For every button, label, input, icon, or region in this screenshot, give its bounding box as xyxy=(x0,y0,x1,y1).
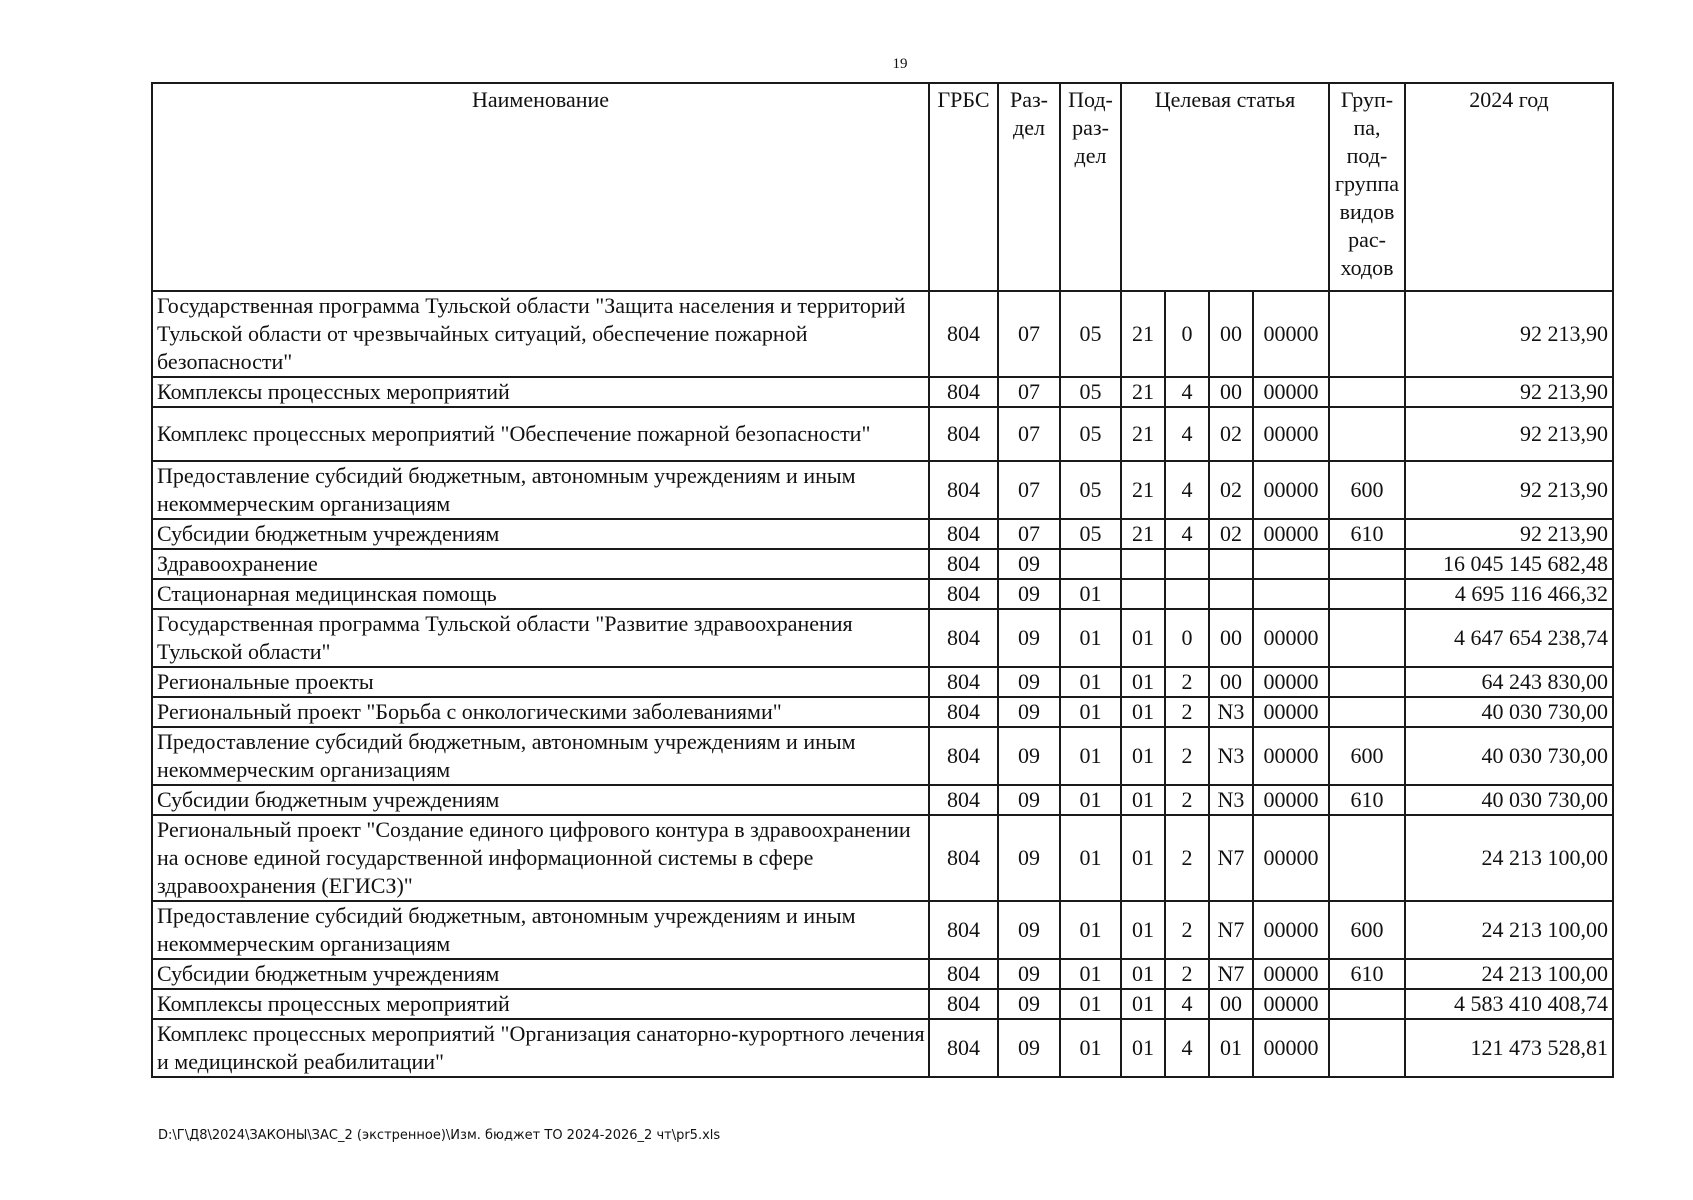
row-target-direction xyxy=(1253,579,1329,609)
row-expense-group: 600 xyxy=(1329,727,1405,785)
table-row xyxy=(152,989,1613,1019)
row-target-subprogram: 0 xyxy=(1165,291,1209,377)
row-target-program: 21 xyxy=(1121,461,1165,519)
row-amount: 24 213 100,00 xyxy=(1405,815,1613,901)
row-grbs: 804 xyxy=(929,461,998,519)
row-razdel: 09 xyxy=(998,1019,1060,1077)
row-podrazdel: 01 xyxy=(1060,1019,1121,1077)
row-razdel: 07 xyxy=(998,461,1060,519)
table-row xyxy=(152,901,1613,959)
row-razdel: 09 xyxy=(998,667,1060,697)
row-amount: 40 030 730,00 xyxy=(1405,697,1613,727)
row-expense-group: 610 xyxy=(1329,785,1405,815)
row-expense-group: 610 xyxy=(1329,959,1405,989)
row-podrazdel: 01 xyxy=(1060,697,1121,727)
header-year: 2024 год xyxy=(1405,83,1613,291)
table-row xyxy=(152,697,1613,727)
row-target-event: N3 xyxy=(1209,697,1253,727)
row-target-subprogram: 2 xyxy=(1165,697,1209,727)
table-row xyxy=(152,609,1613,667)
row-amount: 24 213 100,00 xyxy=(1405,901,1613,959)
row-razdel: 07 xyxy=(998,407,1060,461)
row-amount: 121 473 528,81 xyxy=(1405,1019,1613,1077)
row-grbs: 804 xyxy=(929,549,998,579)
row-target-program: 21 xyxy=(1121,407,1165,461)
row-target-direction: 00000 xyxy=(1253,667,1329,697)
header-name: Наименование xyxy=(152,83,929,291)
table-row xyxy=(152,407,1613,461)
table-row xyxy=(152,519,1613,549)
row-podrazdel xyxy=(1060,549,1121,579)
row-target-event xyxy=(1209,549,1253,579)
row-grbs: 804 xyxy=(929,519,998,549)
row-name: Предоставление субсидий бюджетным, автономным учреждениям и иным некоммерческим организациям xyxy=(152,461,929,519)
row-expense-group xyxy=(1329,609,1405,667)
footer-file-path: D:\Г\Д8\2024\ЗАКОНЫ\ЗАС_2 (экстренное)\Изм. бюджет ТО 2024-2026_2 чт\pr5.xls xyxy=(158,1128,721,1143)
row-target-subprogram: 4 xyxy=(1165,519,1209,549)
row-target-direction: 00000 xyxy=(1253,461,1329,519)
row-target-program xyxy=(1121,549,1165,579)
row-target-event: 00 xyxy=(1209,667,1253,697)
row-name: Стационарная медицинская помощь xyxy=(152,579,929,609)
row-target-event: 00 xyxy=(1209,291,1253,377)
row-target-event: 02 xyxy=(1209,519,1253,549)
row-grbs: 804 xyxy=(929,959,998,989)
header-group: Груп-па, под-группа видов рас-ходов xyxy=(1329,83,1405,291)
row-target-direction: 00000 xyxy=(1253,815,1329,901)
row-podrazdel: 01 xyxy=(1060,785,1121,815)
row-target-direction: 00000 xyxy=(1253,989,1329,1019)
table-row xyxy=(152,377,1613,407)
row-grbs: 804 xyxy=(929,407,998,461)
table-row xyxy=(152,959,1613,989)
row-podrazdel: 01 xyxy=(1060,579,1121,609)
row-target-program: 01 xyxy=(1121,697,1165,727)
row-grbs: 804 xyxy=(929,579,998,609)
row-target-subprogram: 0 xyxy=(1165,609,1209,667)
row-expense-group xyxy=(1329,291,1405,377)
row-name: Комплекс процессных мероприятий "Организация санаторно-курортного лечения и медицинской реабилитации" xyxy=(152,1019,929,1077)
table-row xyxy=(152,291,1613,377)
row-expense-group: 600 xyxy=(1329,461,1405,519)
row-name: Комплекс процессных мероприятий "Обеспечение пожарной безопасности" xyxy=(152,407,929,461)
row-target-program: 21 xyxy=(1121,291,1165,377)
table-row xyxy=(152,549,1613,579)
row-razdel: 09 xyxy=(998,697,1060,727)
row-grbs: 804 xyxy=(929,785,998,815)
row-target-subprogram: 4 xyxy=(1165,1019,1209,1077)
row-target-subprogram: 2 xyxy=(1165,901,1209,959)
table-row xyxy=(152,727,1613,785)
row-expense-group xyxy=(1329,815,1405,901)
budget-table xyxy=(151,82,1614,1078)
row-target-direction: 00000 xyxy=(1253,1019,1329,1077)
page-number: 19 xyxy=(892,56,908,72)
row-amount: 92 213,90 xyxy=(1405,377,1613,407)
table-header-row xyxy=(152,83,1613,291)
row-razdel: 09 xyxy=(998,549,1060,579)
row-name: Комплексы процессных мероприятий xyxy=(152,377,929,407)
row-target-direction: 00000 xyxy=(1253,609,1329,667)
row-razdel: 07 xyxy=(998,291,1060,377)
row-amount: 40 030 730,00 xyxy=(1405,727,1613,785)
row-podrazdel: 01 xyxy=(1060,609,1121,667)
header-podrazdel: Под-раз-дел xyxy=(1060,83,1121,291)
row-target-subprogram: 2 xyxy=(1165,727,1209,785)
row-amount: 4 695 116 466,32 xyxy=(1405,579,1613,609)
row-name: Субсидии бюджетным учреждениям xyxy=(152,959,929,989)
row-expense-group xyxy=(1329,549,1405,579)
row-target-subprogram: 4 xyxy=(1165,407,1209,461)
row-target-event: N7 xyxy=(1209,901,1253,959)
table-row xyxy=(152,785,1613,815)
row-podrazdel: 01 xyxy=(1060,901,1121,959)
row-target-subprogram: 2 xyxy=(1165,815,1209,901)
row-name: Региональные проекты xyxy=(152,667,929,697)
row-podrazdel: 01 xyxy=(1060,727,1121,785)
row-razdel: 09 xyxy=(998,579,1060,609)
row-grbs: 804 xyxy=(929,667,998,697)
row-target-direction: 00000 xyxy=(1253,407,1329,461)
row-grbs: 804 xyxy=(929,989,998,1019)
table-row xyxy=(152,815,1613,901)
row-target-program: 01 xyxy=(1121,727,1165,785)
row-target-program: 01 xyxy=(1121,667,1165,697)
row-name: Государственная программа Тульской области "Защита населения и территорий Тульской области от чрезвычайных ситуаций, обеспечение пожарной безопасности" xyxy=(152,291,929,377)
row-expense-group xyxy=(1329,579,1405,609)
row-amount: 92 213,90 xyxy=(1405,461,1613,519)
row-grbs: 804 xyxy=(929,815,998,901)
row-razdel: 09 xyxy=(998,901,1060,959)
row-expense-group xyxy=(1329,697,1405,727)
row-target-event: 02 xyxy=(1209,461,1253,519)
row-amount: 24 213 100,00 xyxy=(1405,959,1613,989)
row-razdel: 07 xyxy=(998,377,1060,407)
row-target-event: N3 xyxy=(1209,785,1253,815)
row-amount: 4 583 410 408,74 xyxy=(1405,989,1613,1019)
row-target-direction: 00000 xyxy=(1253,727,1329,785)
row-name: Государственная программа Тульской области "Развитие здравоохранения Тульской области" xyxy=(152,609,929,667)
row-target-program: 01 xyxy=(1121,815,1165,901)
row-expense-group xyxy=(1329,377,1405,407)
row-expense-group xyxy=(1329,407,1405,461)
row-grbs: 804 xyxy=(929,727,998,785)
row-target-direction: 00000 xyxy=(1253,519,1329,549)
row-podrazdel: 05 xyxy=(1060,407,1121,461)
row-razdel: 09 xyxy=(998,609,1060,667)
row-target-direction: 00000 xyxy=(1253,291,1329,377)
row-target-event: 00 xyxy=(1209,989,1253,1019)
row-grbs: 804 xyxy=(929,291,998,377)
row-target-program: 01 xyxy=(1121,1019,1165,1077)
row-target-subprogram: 2 xyxy=(1165,959,1209,989)
row-target-subprogram: 2 xyxy=(1165,667,1209,697)
row-target-event xyxy=(1209,579,1253,609)
table-row xyxy=(152,1019,1613,1077)
row-podrazdel: 05 xyxy=(1060,291,1121,377)
row-podrazdel: 05 xyxy=(1060,461,1121,519)
row-name: Региональный проект "Создание единого цифрового контура в здравоохранении на основе единой государственной информационной системы в сфере здравоохранения (ЕГИСЗ)" xyxy=(152,815,929,901)
row-expense-group: 610 xyxy=(1329,519,1405,549)
row-target-direction: 00000 xyxy=(1253,959,1329,989)
row-amount: 64 243 830,00 xyxy=(1405,667,1613,697)
row-podrazdel: 01 xyxy=(1060,667,1121,697)
row-expense-group xyxy=(1329,989,1405,1019)
row-target-event: 02 xyxy=(1209,407,1253,461)
row-podrazdel: 01 xyxy=(1060,815,1121,901)
row-target-subprogram: 2 xyxy=(1165,785,1209,815)
header-razdel: Раз-дел xyxy=(998,83,1060,291)
table-row xyxy=(152,461,1613,519)
row-target-direction xyxy=(1253,549,1329,579)
row-razdel: 09 xyxy=(998,989,1060,1019)
row-amount: 92 213,90 xyxy=(1405,291,1613,377)
row-target-subprogram xyxy=(1165,549,1209,579)
row-target-direction: 00000 xyxy=(1253,785,1329,815)
row-target-program: 21 xyxy=(1121,377,1165,407)
row-razdel: 09 xyxy=(998,815,1060,901)
row-podrazdel: 05 xyxy=(1060,377,1121,407)
table-row xyxy=(152,667,1613,697)
row-target-program xyxy=(1121,579,1165,609)
row-name: Комплексы процессных мероприятий xyxy=(152,989,929,1019)
row-podrazdel: 01 xyxy=(1060,989,1121,1019)
row-target-direction: 00000 xyxy=(1253,697,1329,727)
row-target-direction: 00000 xyxy=(1253,901,1329,959)
row-target-subprogram xyxy=(1165,579,1209,609)
row-target-direction: 00000 xyxy=(1253,377,1329,407)
row-grbs: 804 xyxy=(929,377,998,407)
row-target-subprogram: 4 xyxy=(1165,377,1209,407)
row-expense-group xyxy=(1329,1019,1405,1077)
row-target-event: N7 xyxy=(1209,959,1253,989)
row-target-program: 21 xyxy=(1121,519,1165,549)
row-grbs: 804 xyxy=(929,697,998,727)
row-name: Субсидии бюджетным учреждениям xyxy=(152,519,929,549)
row-expense-group: 600 xyxy=(1329,901,1405,959)
row-target-program: 01 xyxy=(1121,901,1165,959)
row-amount: 92 213,90 xyxy=(1405,519,1613,549)
row-target-program: 01 xyxy=(1121,959,1165,989)
table-row xyxy=(152,579,1613,609)
row-target-event: 01 xyxy=(1209,1019,1253,1077)
row-razdel: 09 xyxy=(998,785,1060,815)
row-amount: 92 213,90 xyxy=(1405,407,1613,461)
row-grbs: 804 xyxy=(929,901,998,959)
row-target-event: N3 xyxy=(1209,727,1253,785)
row-amount: 16 045 145 682,48 xyxy=(1405,549,1613,579)
row-amount: 4 647 654 238,74 xyxy=(1405,609,1613,667)
header-grbs: ГРБС xyxy=(929,83,998,291)
row-name: Субсидии бюджетным учреждениям xyxy=(152,785,929,815)
row-name: Предоставление субсидий бюджетным, автономным учреждениям и иным некоммерческим организациям xyxy=(152,901,929,959)
row-name: Здравоохранение xyxy=(152,549,929,579)
row-amount: 40 030 730,00 xyxy=(1405,785,1613,815)
row-grbs: 804 xyxy=(929,1019,998,1077)
row-target-program: 01 xyxy=(1121,785,1165,815)
row-expense-group xyxy=(1329,667,1405,697)
row-razdel: 09 xyxy=(998,959,1060,989)
row-target-subprogram: 4 xyxy=(1165,461,1209,519)
row-target-event: N7 xyxy=(1209,815,1253,901)
row-target-program: 01 xyxy=(1121,989,1165,1019)
row-razdel: 09 xyxy=(998,727,1060,785)
row-target-program: 01 xyxy=(1121,609,1165,667)
row-target-event: 00 xyxy=(1209,377,1253,407)
row-grbs: 804 xyxy=(929,609,998,667)
row-podrazdel: 01 xyxy=(1060,959,1121,989)
row-name: Региональный проект "Борьба с онкологическими заболеваниями" xyxy=(152,697,929,727)
row-podrazdel: 05 xyxy=(1060,519,1121,549)
header-target: Целевая статья xyxy=(1121,83,1329,291)
row-target-event: 00 xyxy=(1209,609,1253,667)
row-target-subprogram: 4 xyxy=(1165,989,1209,1019)
row-name: Предоставление субсидий бюджетным, автономным учреждениям и иным некоммерческим организациям xyxy=(152,727,929,785)
row-razdel: 07 xyxy=(998,519,1060,549)
